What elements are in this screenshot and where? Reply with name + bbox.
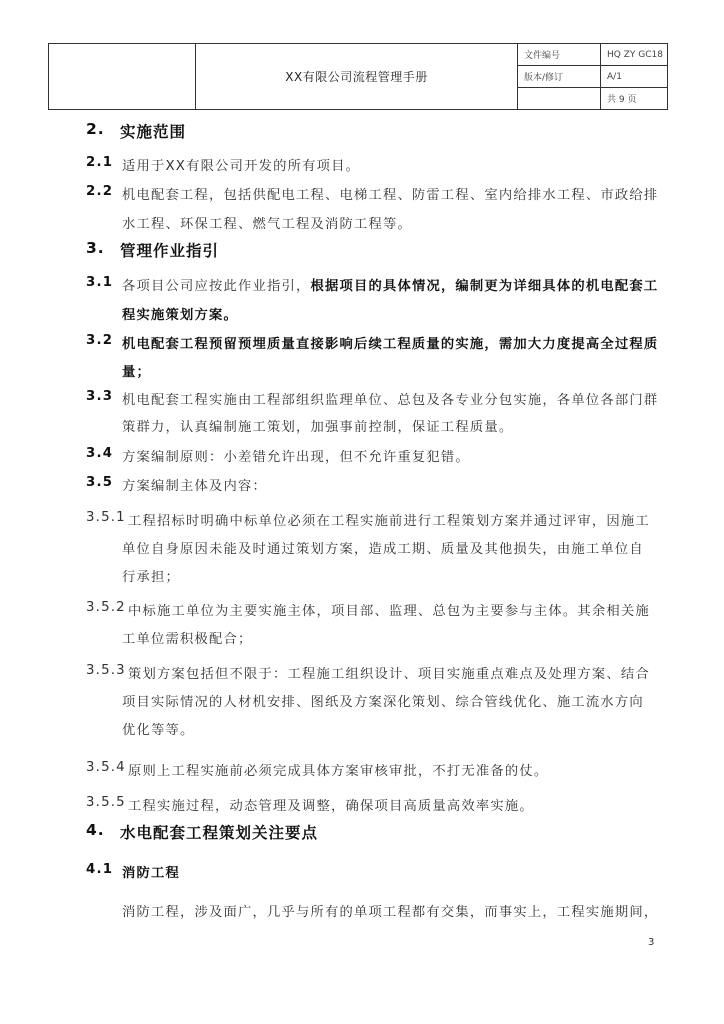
doc-no-value: HQ ZY GC18: [601, 44, 668, 66]
item-number: 3.5.2: [86, 600, 126, 615]
item-3-5-3: [86, 663, 650, 682]
section-title: 水电配套工程策划关注要点: [120, 824, 319, 842]
item-text-b: 根据项目的具体情况，编制更为详细具体的机电配套工: [310, 279, 659, 294]
item-3-5: [86, 475, 267, 494]
item-text-line-1: 机电配套工程，包括供配电工程、电梯工程、防雷工程、室内给排水工程、市政给排: [122, 188, 659, 203]
item-text-line-1: 机电配套工程预留预埋质量直接影响后续工程质量的实施，需加大力度提高全过程质: [122, 337, 659, 352]
item-3-5-1-line-2: 单位自身原因未能及时通过策划方案，造成工期、质量及其他损失，由施工单位自: [122, 542, 644, 557]
item-3-5-3-line-3: 优化等等。: [122, 723, 195, 738]
item-3-5-5: [86, 795, 534, 814]
item-number: 2.1: [86, 155, 114, 170]
version-value: A/1: [601, 66, 668, 88]
item-text: 方案编制原则：小差错允许出现，但不允许重复犯错。: [122, 450, 470, 465]
item-3-2: [86, 333, 658, 352]
item-3-5-2: [86, 600, 650, 619]
item-text-a: 各项目公司应按此作业指引，: [122, 279, 311, 294]
item-number: 3.4: [86, 446, 114, 461]
item-number: 3.3: [86, 389, 114, 404]
section-number: 3.: [86, 239, 105, 257]
pages-label-cell: [518, 88, 601, 110]
body-paragraph: 消防工程，涉及面广，几乎与所有的单项工程都有交集，而事实上，工程实施期间，: [122, 905, 659, 920]
section-2-heading: [86, 120, 186, 142]
item-number: 2.2: [86, 184, 114, 199]
section-4-heading: [86, 821, 318, 843]
item-2-2-line-2: 水工程、环保工程、燃气工程及消防工程等。: [122, 217, 412, 232]
section-number: 4.: [86, 821, 105, 839]
item-text: 适用于XX有限公司开发的所有项目。: [122, 159, 361, 174]
item-text-line-1: 中标施工单位为主要实施主体，项目部、监理、总包为主要参与主体。其余相关施: [128, 604, 650, 619]
item-3-3-line-2: 策群力，认真编制施工策划，加强事前控制，保证工程质量。: [122, 420, 514, 435]
item-3-5-4: [86, 760, 548, 779]
item-3-2-line-2: 量；: [122, 365, 151, 380]
item-3-5-3-line-2: 项目实际情况的人材机安排、图纸及方案深化策划、综合管线优化、施工流水方向: [122, 695, 644, 710]
logo-cell: [49, 44, 196, 110]
item-text-line-1: 机电配套工程实施由工程部组织监理单位、总包及各专业分包实施，各单位各部门群: [122, 393, 659, 408]
item-text-line-1: 工程招标时明确中标单位必须在工程实施前进行工程策划方案并通过评审，因施工: [128, 514, 650, 529]
item-title: 消防工程: [122, 866, 180, 881]
item-number: 3.2: [86, 333, 114, 348]
item-3-5-1: [86, 510, 650, 529]
item-2-1: [86, 155, 360, 174]
item-number: 3.5.1: [86, 510, 126, 525]
doc-no-label: 文件编号: [518, 44, 601, 66]
item-number: 4.1: [86, 862, 114, 877]
item-4-1: [86, 862, 180, 881]
item-3-1: [86, 275, 658, 294]
item-3-4: [86, 446, 470, 465]
section-title: 管理作业指引: [120, 242, 220, 260]
item-number: 3.5: [86, 475, 114, 490]
item-number: 3.5.4: [86, 760, 126, 775]
item-3-3: [86, 389, 658, 408]
item-2-2: [86, 184, 658, 203]
version-label: 版本/修订: [518, 66, 601, 88]
item-text: 工程实施过程，动态管理及调整，确保项目高质量高效率实施。: [128, 799, 534, 814]
item-3-5-1-line-3: 行承担；: [122, 570, 180, 585]
item-3-5-2-line-2: 工单位需积极配合；: [122, 632, 253, 647]
manual-title: XX有限公司流程管理手册: [196, 44, 518, 110]
section-number: 2.: [86, 120, 105, 138]
item-number: 3.5.5: [86, 795, 126, 810]
item-text: 方案编制主体及内容：: [122, 479, 267, 494]
item-text-line-1: 策划方案包括但不限于：工程施工组织设计、项目实施重点难点及处理方案、结合: [128, 667, 650, 682]
page-number: 3: [648, 937, 655, 948]
item-text: 原则上工程实施前必须完成具体方案审核审批，不打无准备的仗。: [128, 764, 549, 779]
item-number: 3.1: [86, 275, 114, 290]
section-title: 实施范围: [120, 123, 187, 141]
item-3-1-line-2: 程实施策划方案。: [122, 308, 238, 323]
document-header-table: [48, 43, 668, 110]
pages-value: 共 9 页: [601, 88, 668, 110]
section-3-heading: [86, 239, 219, 261]
item-number: 3.5.3: [86, 663, 126, 678]
